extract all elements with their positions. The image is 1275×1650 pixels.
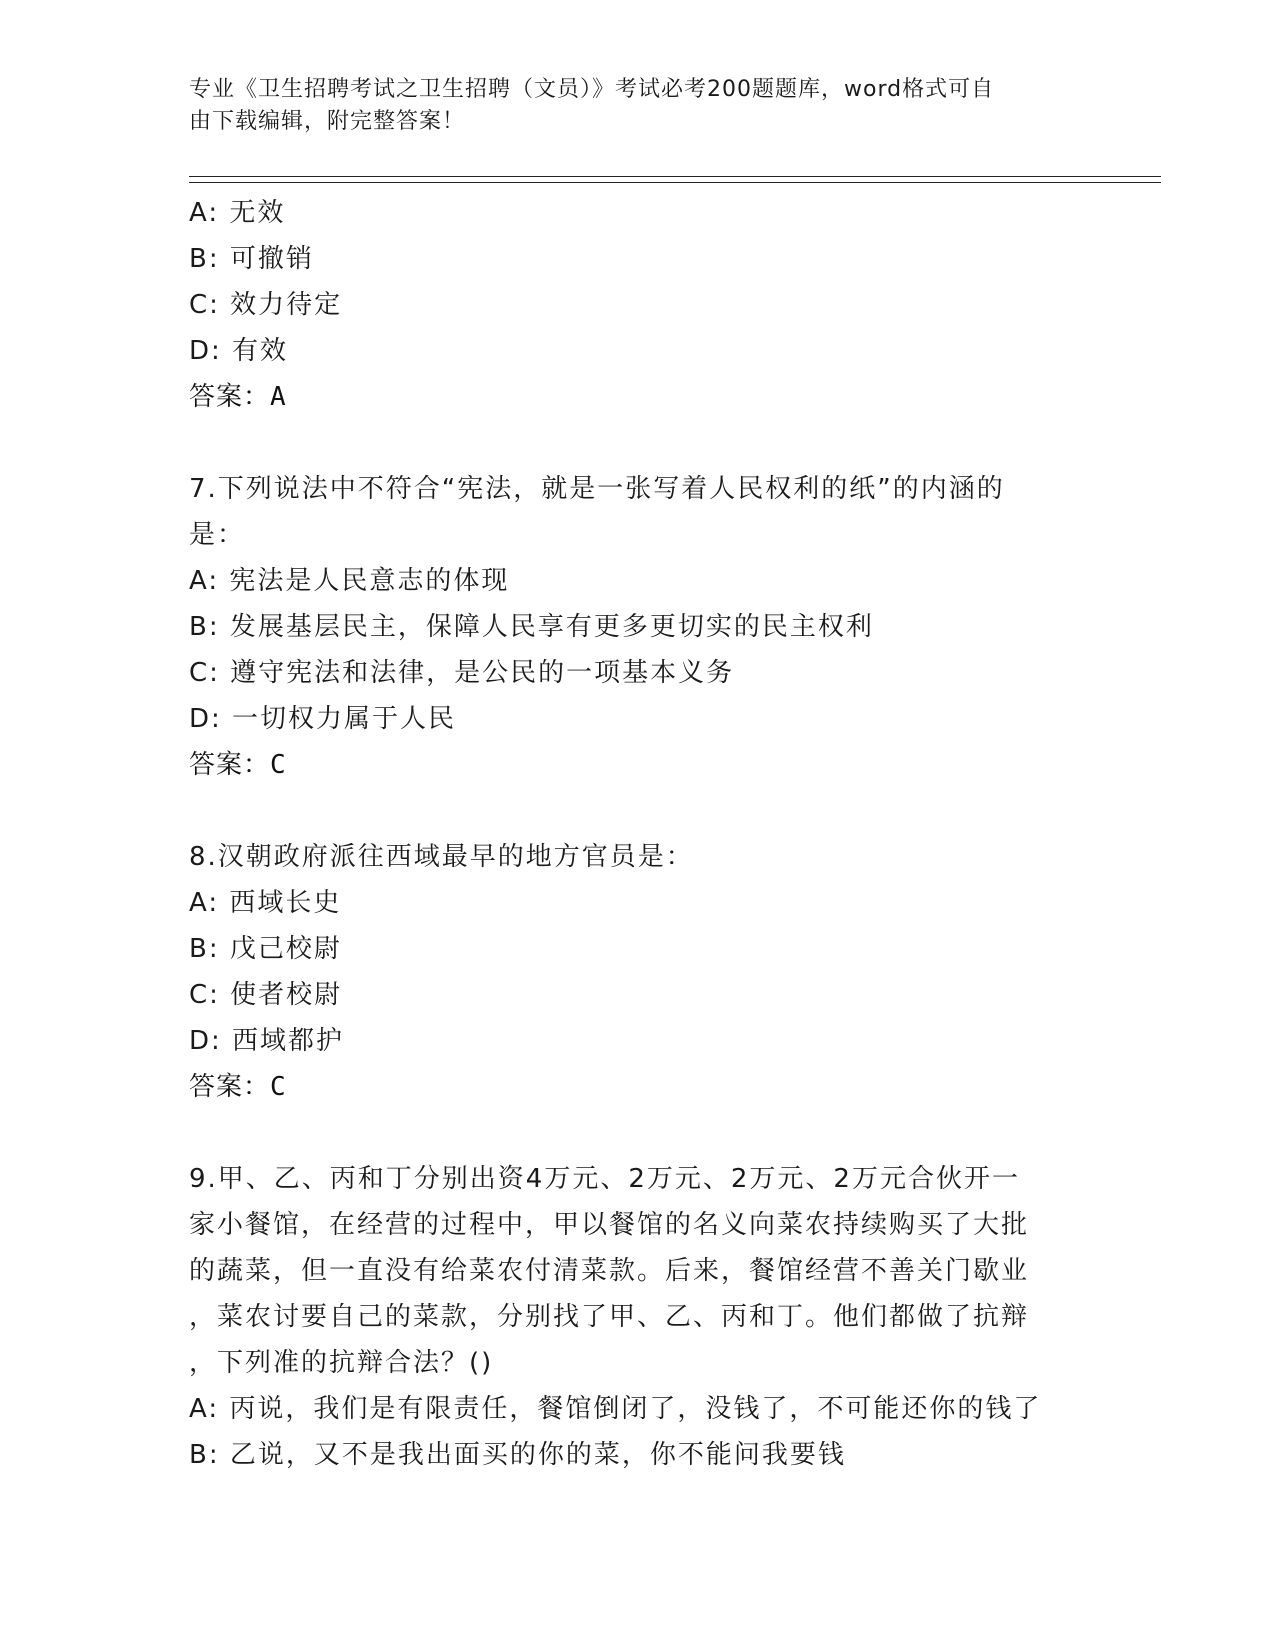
option-a: A: 宪法是人民意志的体现	[189, 566, 510, 596]
option-a: A: 无效	[189, 198, 286, 228]
question-stem-line: 7.下列说法中不符合“宪法，就是一张写着人民权利的纸”的内涵的	[189, 474, 1005, 504]
header-divider-top	[189, 176, 1161, 177]
question-content	[189, 190, 1089, 1478]
header-line-2: 由下载编辑，附完整答案！	[189, 109, 466, 134]
option-b: B: 乙说，又不是我出面买的你的菜，你不能问我要钱	[189, 1440, 846, 1470]
answer-line	[189, 742, 1089, 788]
option-d: D: 西域都护	[189, 1026, 345, 1056]
answer-value: A	[270, 382, 286, 412]
spacer	[189, 420, 1089, 466]
question-stem-line: 的蔬菜，但一直没有给菜农付清菜款。后来，餐馆经营不善关门歇业	[189, 1256, 1030, 1286]
question-stem-line: 9.甲、乙、丙和丁分别出资4万元、2万元、2万元、2万元合伙开一	[189, 1164, 1020, 1194]
question-8	[189, 834, 1089, 1110]
answer-value: C	[270, 750, 286, 780]
spacer	[189, 788, 1089, 834]
option-d: D: 有效	[189, 336, 289, 366]
answer-label: 答案：	[189, 1072, 271, 1102]
question-6	[189, 190, 1089, 420]
option-c: C: 使者校尉	[189, 980, 343, 1010]
option-b: B: 发展基层民主，保障人民享有更多更切实的民主权利	[189, 612, 874, 642]
question-7	[189, 466, 1089, 788]
option-c: C: 效力待定	[189, 290, 343, 320]
question-9	[189, 1156, 1089, 1478]
option-a: A: 西域长史	[189, 888, 342, 918]
option-c: C: 遵守宪法和法律，是公民的一项基本义务	[189, 658, 735, 688]
option-b: B: 戊己校尉	[189, 934, 342, 964]
question-stem-line: 8.汉朝政府派往西域最早的地方官员是：	[189, 842, 694, 872]
question-stem-line: ，菜农讨要自己的菜款，分别找了甲、乙、丙和丁。他们都做了抗辩	[189, 1302, 1030, 1332]
option-a: A: 丙说，我们是有限责任，餐馆倒闭了，没钱了，不可能还你的钱了	[189, 1394, 1042, 1424]
question-stem-line: 家小餐馆，在经营的过程中，甲以餐馆的名义向菜农持续购买了大批	[189, 1210, 1030, 1240]
option-d: D: 一切权力属于人民	[189, 704, 457, 734]
option-b: B: 可撤销	[189, 244, 314, 274]
header-divider-bottom	[189, 182, 1161, 183]
header-line-1: 专业《卫生招聘考试之卫生招聘（文员）》考试必考200题题库，word格式可自	[189, 77, 995, 102]
answer-label: 答案：	[189, 382, 271, 412]
question-stem-line: 是：	[189, 520, 246, 550]
answer-value: C	[270, 1072, 286, 1102]
spacer	[189, 1110, 1089, 1156]
answer-line	[189, 1064, 1089, 1110]
answer-line	[189, 374, 1089, 420]
question-stem-line: ，下列准的抗辩合法？()	[189, 1348, 494, 1378]
document-header	[189, 74, 1069, 138]
answer-label: 答案：	[189, 750, 271, 780]
